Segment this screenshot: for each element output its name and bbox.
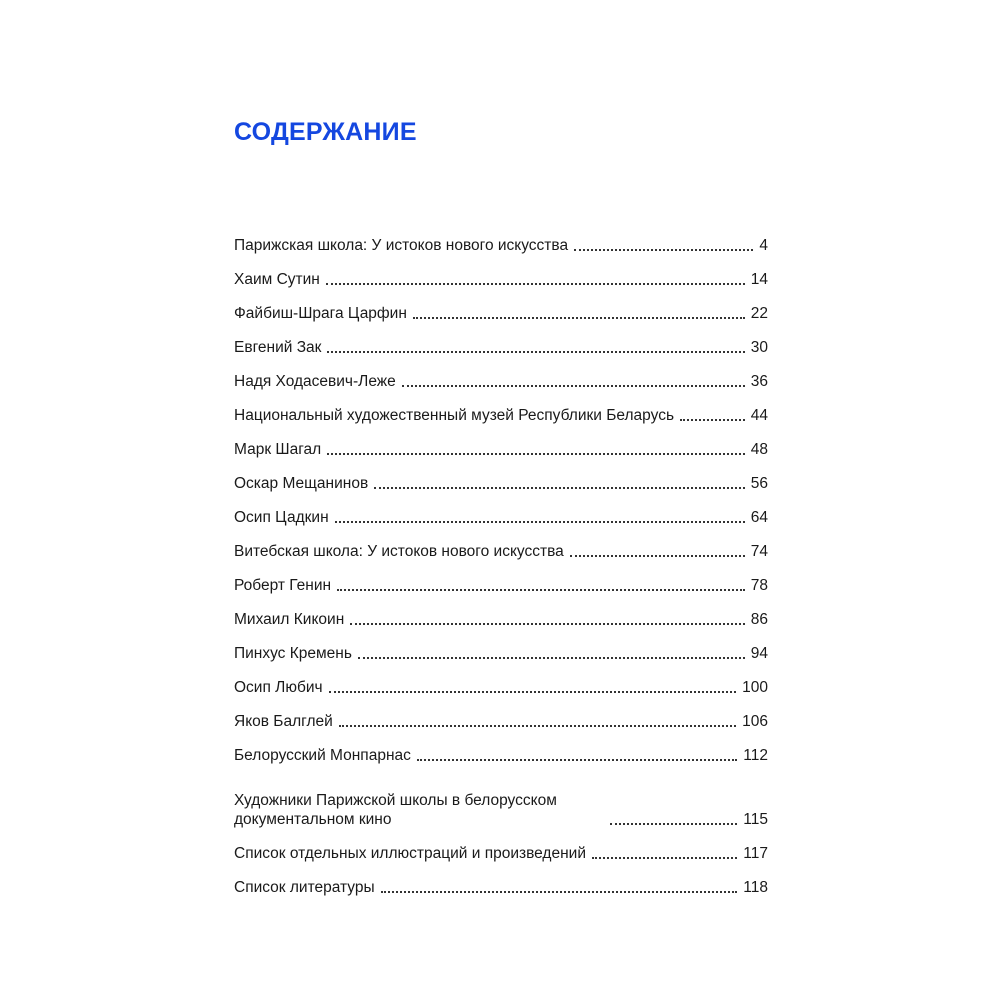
toc-entry[interactable] xyxy=(234,323,768,357)
toc-entry-title: Марк Шагал xyxy=(234,441,322,458)
toc-entry-title: Художники Парижской школы в белорусском документальном кино xyxy=(234,792,557,828)
toc-page-number: 44 xyxy=(750,407,768,424)
toc-entry[interactable] xyxy=(234,255,768,289)
toc-page-number: 14 xyxy=(750,271,768,288)
toc-entry-title: Михаил Кикоин xyxy=(234,611,345,628)
toc-page-number: 78 xyxy=(750,577,768,594)
toc-page-number: 48 xyxy=(750,441,768,458)
toc-page-number: 22 xyxy=(750,305,768,322)
toc-entry-title: Яков Балглей xyxy=(234,713,333,730)
toc-entry[interactable] xyxy=(234,493,768,527)
toc-entry[interactable] xyxy=(234,595,768,629)
toc-entry[interactable] xyxy=(234,731,768,765)
toc-page-number: 118 xyxy=(743,879,768,896)
toc-entry[interactable] xyxy=(234,561,768,595)
toc-page-number: 100 xyxy=(742,679,768,696)
toc-page-number: 106 xyxy=(742,713,768,730)
toc-page-number: 112 xyxy=(743,747,768,764)
toc-entry[interactable] xyxy=(234,221,768,255)
toc-dot-leader xyxy=(610,823,737,825)
toc-entry-title: Пинхус Кремень xyxy=(234,645,352,662)
toc-dot-leader xyxy=(417,759,737,761)
toc-entry-title: Витебская школа: У истоков нового искусства xyxy=(234,543,564,560)
toc-entry-title: Файбиш-Шрага Царфин xyxy=(234,305,407,322)
toc-dot-leader xyxy=(413,317,745,319)
toc-entry[interactable] xyxy=(234,697,768,731)
toc-entry[interactable] xyxy=(234,765,768,829)
toc-page-number: 86 xyxy=(750,611,768,628)
toc-entry-title: Список отдельных иллюстраций и произведений xyxy=(234,845,586,862)
toc-dot-leader xyxy=(374,487,745,489)
toc-entry[interactable] xyxy=(234,391,768,425)
toc-entry-title: Список литературы xyxy=(234,879,375,896)
toc-entry-title: Евгений Зак xyxy=(234,339,322,356)
toc-dot-leader xyxy=(329,691,737,693)
toc-entry-title: Надя Ходасевич-Леже xyxy=(234,373,396,390)
toc-entry-title: Осип Любич xyxy=(234,679,323,696)
toc-dot-leader xyxy=(680,419,745,421)
toc-dot-leader xyxy=(326,283,745,285)
toc-dot-leader xyxy=(350,623,744,625)
toc-entry[interactable] xyxy=(234,829,768,863)
toc-entry-title: Белорусский Монпарнас xyxy=(234,747,411,764)
toc-entry[interactable] xyxy=(234,863,768,897)
toc-dot-leader xyxy=(337,589,745,591)
toc-dot-leader xyxy=(339,725,736,727)
toc-dot-leader xyxy=(574,249,753,251)
toc-page-number: 94 xyxy=(750,645,768,662)
toc-entry-title: Оскар Мещанинов xyxy=(234,475,369,492)
toc-dot-leader xyxy=(335,521,745,523)
toc-dot-leader xyxy=(381,891,738,893)
toc-page-number: 36 xyxy=(750,373,768,390)
toc-entry-title: Национальный художественный музей Республики Беларусь xyxy=(234,407,675,424)
toc-entry[interactable] xyxy=(234,629,768,663)
toc-entry[interactable] xyxy=(234,459,768,493)
toc-entry[interactable] xyxy=(234,425,768,459)
toc-entry-title: Парижская школа: У истоков нового искусства xyxy=(234,237,569,254)
toc-dot-leader xyxy=(592,857,737,859)
toc-page-number: 64 xyxy=(750,509,768,526)
toc-entry[interactable] xyxy=(234,527,768,561)
page-title: СОДЕРЖАНИЕ xyxy=(234,118,417,146)
toc-entry-title: Осип Цадкин xyxy=(234,509,329,526)
toc-page-number: 30 xyxy=(750,339,768,356)
toc-page-number: 4 xyxy=(759,237,768,254)
toc-entry-title: Хаим Сутин xyxy=(234,271,320,288)
toc-page-number: 74 xyxy=(750,543,768,560)
toc-entry[interactable] xyxy=(234,663,768,697)
toc-dot-leader xyxy=(358,657,745,659)
toc-dot-leader xyxy=(570,555,745,557)
toc-page-number: 115 xyxy=(743,811,768,828)
toc-entry[interactable] xyxy=(234,289,768,323)
toc-page-number: 56 xyxy=(750,475,768,492)
table-of-contents xyxy=(234,221,768,897)
toc-entry-title: Роберт Генин xyxy=(234,577,332,594)
toc-page-number: 117 xyxy=(743,845,768,862)
toc-entry[interactable] xyxy=(234,357,768,391)
toc-dot-leader xyxy=(327,453,745,455)
toc-dot-leader xyxy=(327,351,744,353)
toc-dot-leader xyxy=(402,385,745,387)
